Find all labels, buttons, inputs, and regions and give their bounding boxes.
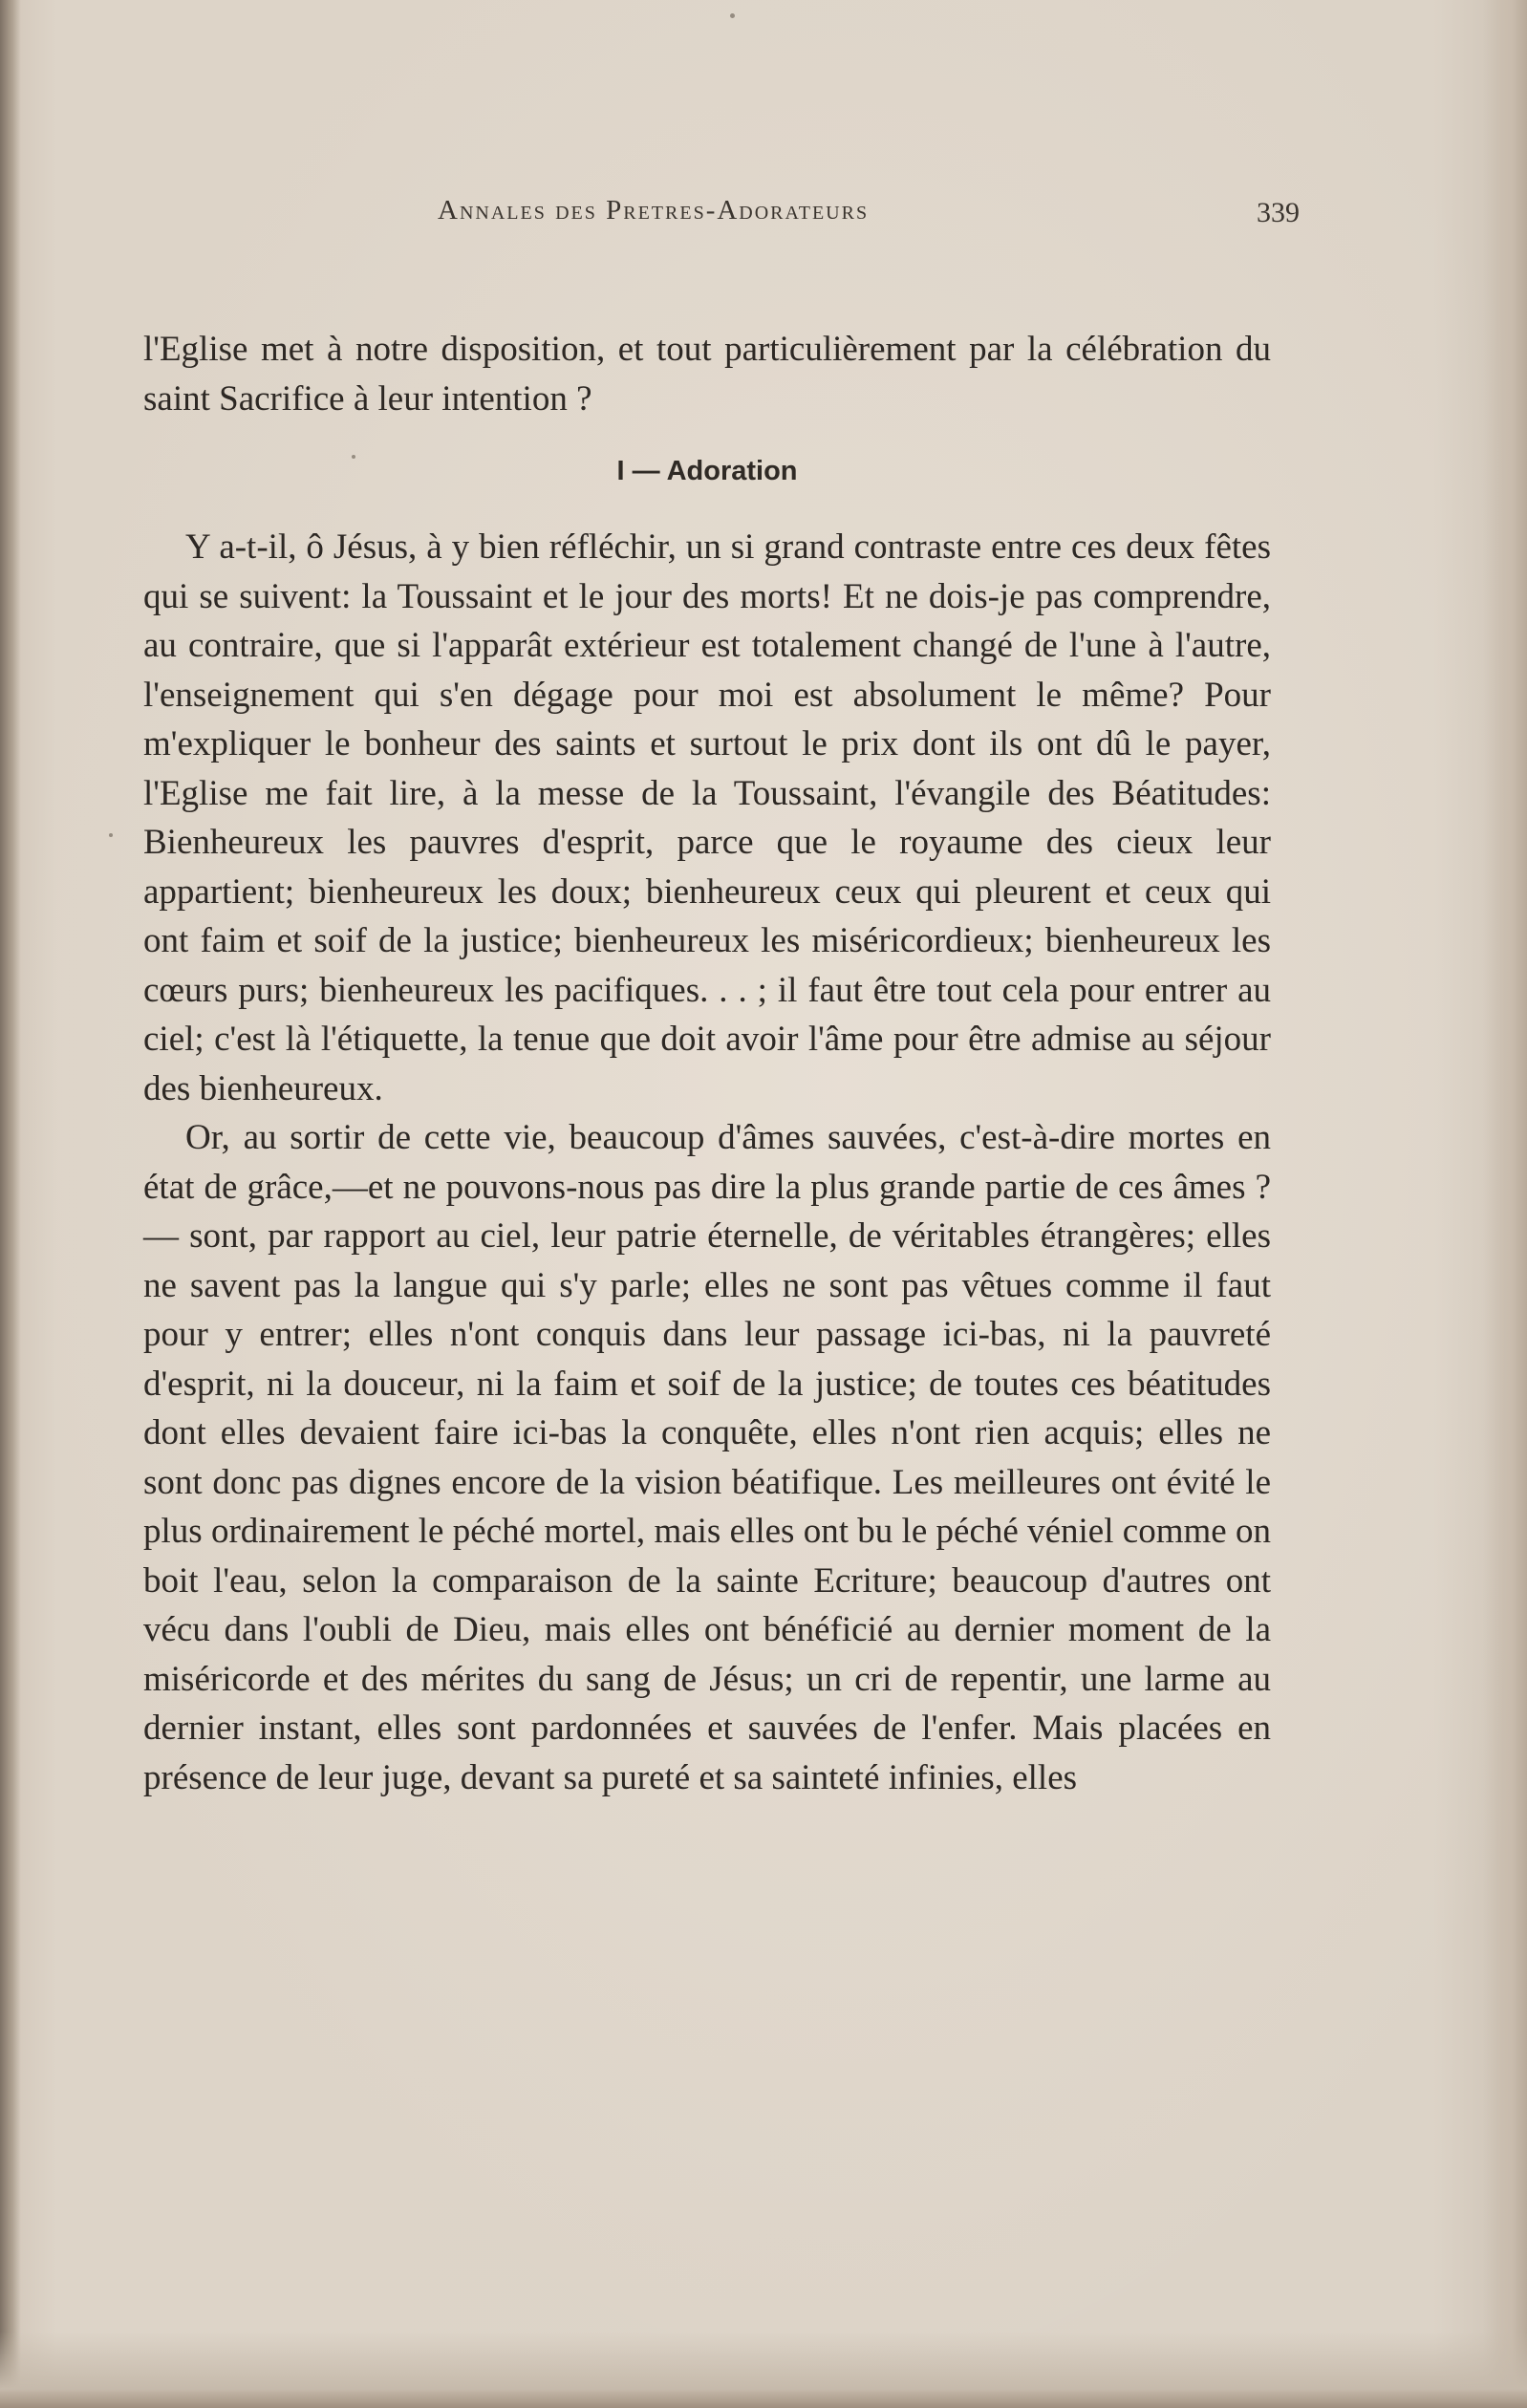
body-text	[143, 325, 1271, 1802]
ink-speck	[109, 833, 113, 837]
paragraph-2: Or, au sortir de cette vie, beaucoup d'âmes sauvées, c'est-à-dire mortes en état de grâce,—et ne pouvons-nous pas dire la plus grande partie de ces âmes ?— sont, par rapport au ciel, leur patrie éternelle, de véritables étrangères; elles ne savent pas la langue qui s'y parle; elles ne sont pas vêtues comme il faut pour y entrer; elles n'ont conquis dans leur passage ici-bas, ni la pauvreté d'esprit, ni la douceur, ni la faim et soif de la justice; de toutes ces béatitudes dont elles devaient faire ici-bas la conquête, elles n'ont rien acquis; elles ne sont donc pas dignes encore de la vision béatifique. Les meilleures ont évité le plus ordinairement le péché mortel, mais elles ont bu le péché véniel comme on boit l'eau, selon la comparaison de la sainte Ecriture; beaucoup d'autres ont vécu dans l'oubli de Dieu, mais elles ont bénéficié au dernier moment de la miséricorde et des mérites du sang de Jésus; un cri de repentir, une larme au dernier instant, elles sont pardonnées et sauvées de l'enfer. Mais placées en présence de leur juge, devant sa pureté et sa sainteté infinies, elles	[143, 1118, 1271, 1797]
page-number: 339	[1257, 197, 1300, 228]
opening-text: l'Eglise met à notre disposition, et tout particulièrement par la célébration du saint Sacrifice à leur intention ?	[143, 330, 1271, 419]
page-bottom-edge-shadow	[0, 2332, 1527, 2408]
running-head-title: Annales des Pretres-Adorateurs	[438, 195, 870, 226]
running-head	[143, 195, 1300, 233]
section-heading: I — Adoration	[616, 456, 798, 486]
ink-speck	[730, 13, 735, 18]
page-binding-shadow	[0, 0, 21, 2408]
paragraph-1: Y a-t-il, ô Jésus, à y bien réfléchir, un si grand contraste entre ces deux fêtes qui se suivent: la Toussaint et le jour des morts! Et ne dois-je pas comprendre, au contraire, que si l'apparât extérieur est totalement changé de l'une à l'autre, l'enseignement qui s'en dégage pour moi est absolument le même? Pour m'expliquer le bonheur des saints et surtout le prix dont ils ont dû le payer, l'Eglise me fait lire, à la messe de la Toussaint, l'évangile des Béatitudes: Bienheureux les pauvres d'esprit, parce que le royaume des cieux leur appartient; bienheureux les doux; bienheureux ceux qui pleurent et ceux qui ont faim et soif de la justice; bienheureux les miséricordieux; bienheureux les cœurs purs; bienheureux les pacifiques. . . ; il faut être tout cela pour entrer au ciel; c'est là l'étiquette, la tenue que doit avoir l'âme pour être admise au séjour des bienheureux.	[143, 527, 1271, 1108]
page-right-edge-shadow	[1483, 0, 1527, 2408]
